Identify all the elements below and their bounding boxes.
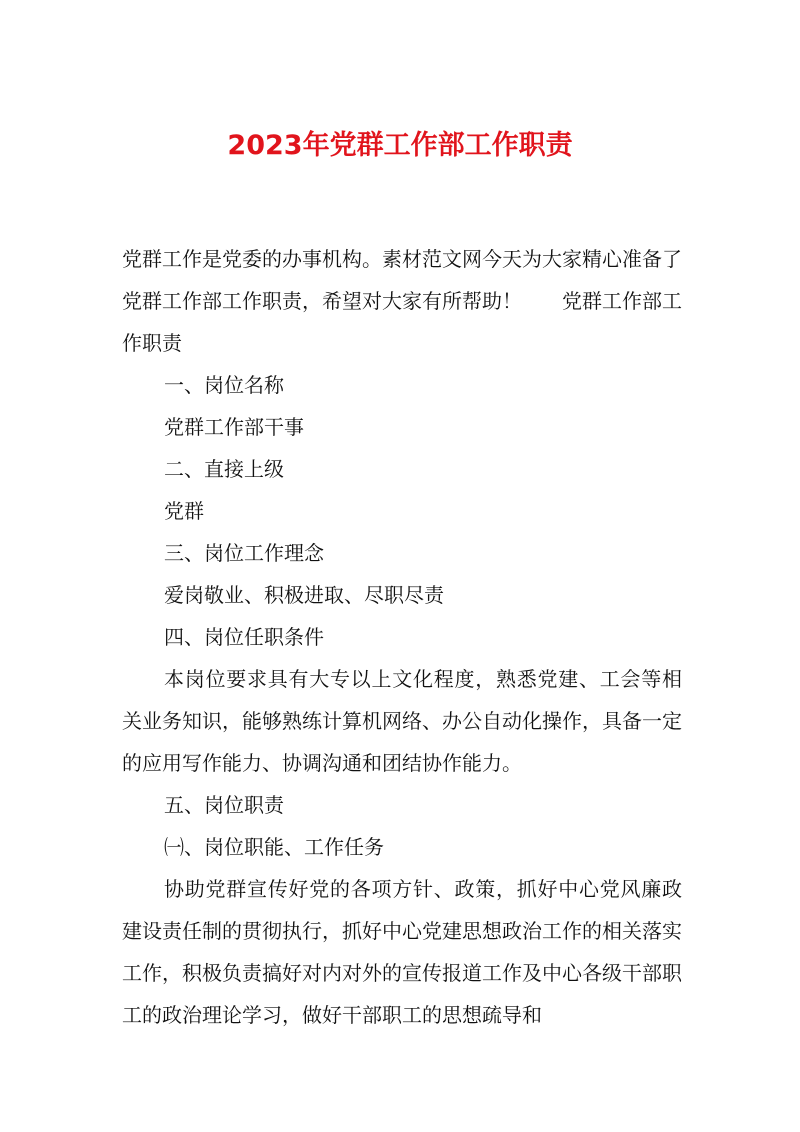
- section4-heading: 四、岗位任职条件: [164, 625, 324, 649]
- section1-heading: 一、岗位名称: [164, 373, 284, 397]
- section5-heading: 五、岗位职责: [164, 793, 284, 817]
- section1-text: 党群工作部干事: [164, 415, 304, 439]
- section2-heading: 二、直接上级: [164, 457, 284, 481]
- section2-text: 党群: [164, 499, 204, 523]
- section4-text: 本岗位要求具有大专以上文化程度，熟悉党建、工会等相关业务知识，能够熟练计算机网络、办公自动化操作，具备一定的应用写作能力、协调沟通和团结协作能力。: [122, 667, 682, 775]
- section3-text: 爱岗敬业、积极进取、尽职尽责: [164, 583, 444, 607]
- document-body: [122, 238, 682, 1036]
- document-title: 2023年党群工作部工作职责: [227, 130, 573, 161]
- section5-sub1-heading: ㈠、岗位职能、工作任务: [164, 835, 384, 859]
- intro-paragraph: 党群工作是党委的办事机构。素材范文网今天为大家精心准备了党群工作部工作职责，希望对大家有所帮助！ 党群工作部工作职责: [122, 247, 682, 355]
- section3-heading: 三、岗位工作理念: [164, 541, 324, 565]
- section5-sub1-text: 协助党群宣传好党的各项方针、政策，抓好中心党风廉政建设责任制的贯彻执行，抓好中心党建思想政治工作的相关落实工作，积极负责搞好对内对外的宣传报道工作及中心各级干部职工的政治理论学习，做好干部职工的思想疏导和: [122, 877, 682, 1027]
